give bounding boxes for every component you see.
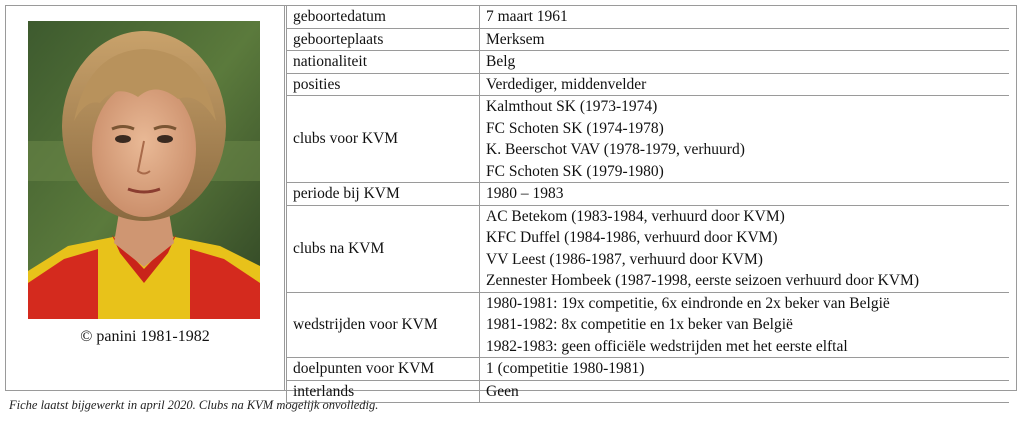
info-value — [480, 183, 1010, 206]
info-value — [480, 380, 1010, 403]
info-value — [480, 28, 1010, 51]
footnote: Fiche laatst bijgewerkt in april 2020. Clubs na KVM mogelijk onvolledig. — [9, 398, 379, 412]
info-value-line: 1980-1981: 19x competitie, 6x eindronde en 2x beker van België — [486, 294, 890, 312]
info-value-line: 1980 – 1983 — [486, 185, 564, 202]
info-value-line: 1 (competitie 1980-1981) — [486, 360, 645, 377]
player-info-table — [286, 6, 1009, 403]
info-row — [287, 380, 1010, 403]
info-label: doelpunten voor KVM — [287, 358, 480, 381]
info-value-line: FC Schoten SK (1974-1978) — [486, 119, 664, 137]
info-label: clubs voor KVM — [287, 96, 480, 183]
info-value-line: KFC Duffel (1984-1986, verhuurd door KVM) — [486, 229, 778, 246]
info-value-line: 7 maart 1961 — [486, 8, 568, 25]
info-value-line: 1982-1983: geen officiële wedstrijden met het eerste elftal — [486, 337, 848, 355]
info-row — [287, 6, 1010, 28]
info-value-line: Merksem — [486, 30, 545, 48]
info-label: geboortedatum — [287, 6, 480, 28]
info-value-line: Geen — [486, 382, 519, 400]
info-value-line: 1981-1982: 8x competitie en 1x beker van België — [486, 316, 793, 333]
info-value-line: VV Leest (1986-1987, verhuurd door KVM) — [486, 250, 763, 268]
info-label: clubs na KVM — [287, 205, 480, 292]
info-value-line: K. Beerschot VAV (1978-1979, verhuurd) — [486, 141, 745, 158]
info-value-line: FC Schoten SK (1979-1980) — [486, 162, 664, 180]
info-value — [480, 73, 1010, 96]
info-value-line: Kalmthout SK (1973-1974) — [486, 98, 658, 115]
info-label: posities — [287, 73, 480, 96]
info-row — [287, 205, 1010, 292]
info-row — [287, 73, 1010, 96]
info-row — [287, 183, 1010, 206]
info-value — [480, 292, 1010, 358]
info-label: nationaliteit — [287, 51, 480, 74]
info-value-line: AC Betekom (1983-1984, verhuurd door KVM) — [486, 207, 785, 225]
photo-credit: © panini 1981-1982 — [80, 328, 210, 345]
info-value-line: Verdediger, middenvelder — [486, 75, 647, 93]
info-label: wedstrijden voor KVM — [287, 292, 480, 358]
info-value — [480, 205, 1010, 292]
info-label: geboorteplaats — [287, 28, 480, 51]
player-card — [5, 5, 1017, 400]
info-row — [287, 51, 1010, 74]
info-value-line: Zennester Hombeek (1987-1998, eerste seizoen verhuurd door KVM) — [486, 272, 920, 289]
info-value-line: Belg — [486, 53, 516, 70]
player-photo — [28, 21, 260, 319]
info-value — [480, 6, 1010, 28]
info-label: interlands — [287, 380, 480, 403]
info-row — [287, 358, 1010, 381]
info-label: periode bij KVM — [287, 183, 480, 206]
photo-column — [6, 6, 285, 390]
info-row — [287, 292, 1010, 358]
info-value — [480, 358, 1010, 381]
info-row — [287, 28, 1010, 51]
info-value — [480, 96, 1010, 183]
info-row — [287, 96, 1010, 183]
info-value — [480, 51, 1010, 74]
